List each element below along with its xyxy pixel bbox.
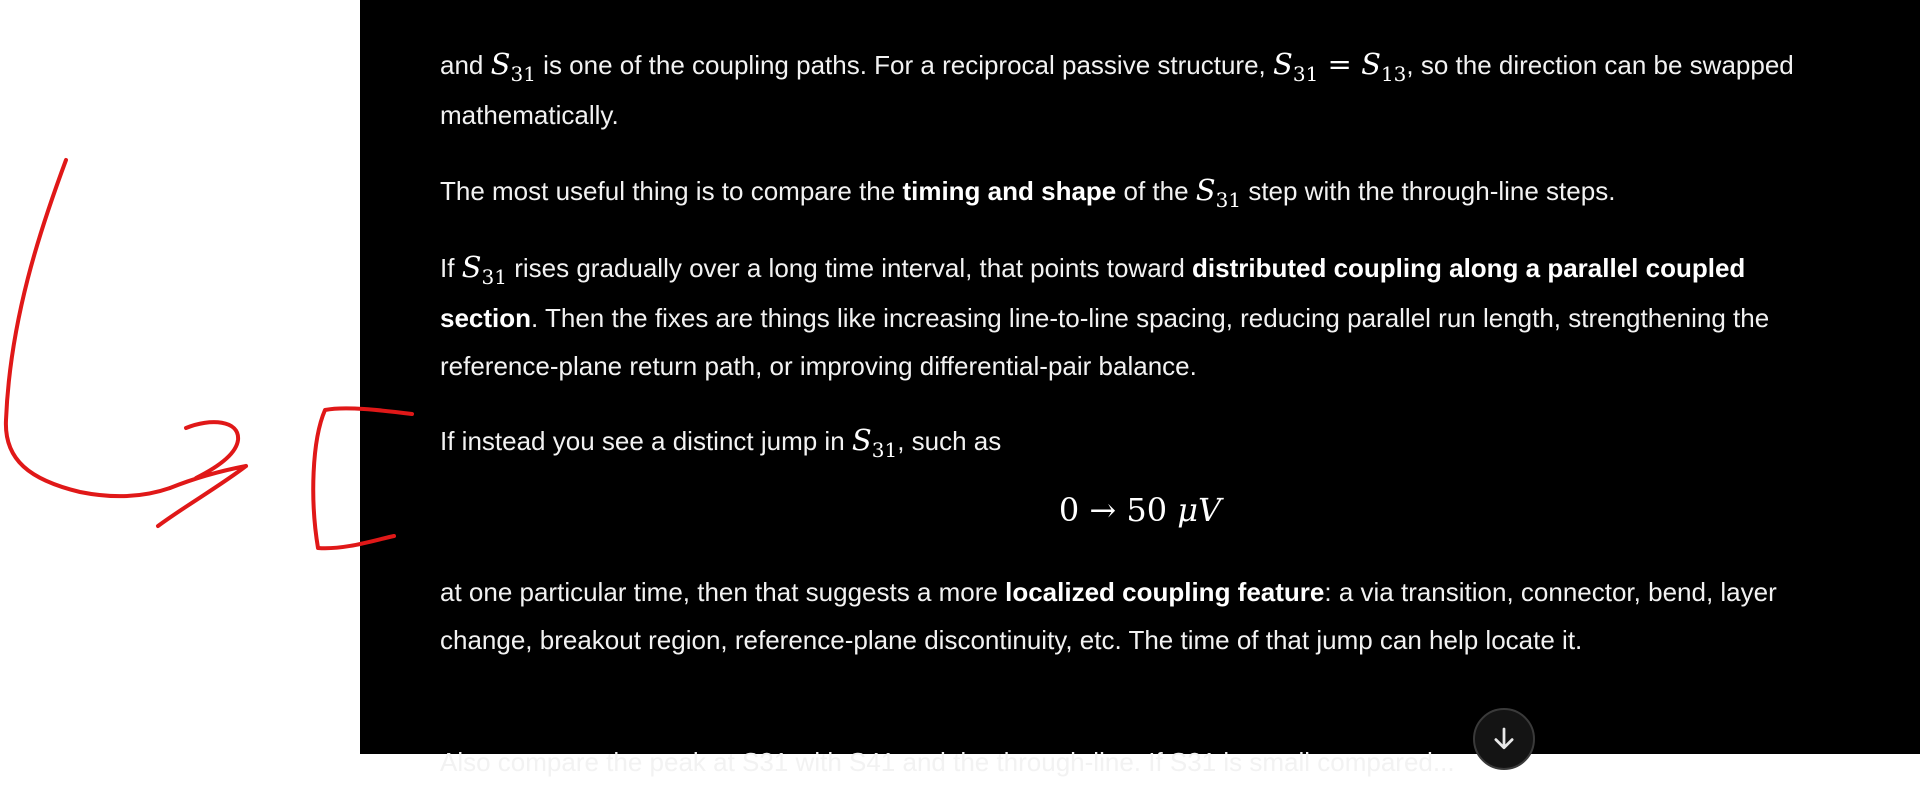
equation-unit-mu: μ [1177,491,1199,529]
equation-unit-v: V [1198,491,1222,529]
text-run: . Then the fixes are things like increasing line-to-line spacing, reducing parallel run length, strengthening the reference-plane return path, or improving differential-pair balance. [440,303,1770,381]
math-symbol: S [1195,173,1216,207]
scroll-to-bottom-button[interactable] [1473,708,1535,770]
text-run: : a via transition, connector, bend, layer change, breakout region, reference-plane discontinuity, etc. The time of that jump can help locate it. [440,577,1777,655]
paragraph-reciprocal [440,40,1840,139]
paragraph-localized-coupling [440,568,1840,664]
equation-jump: 0 → 50 [1058,491,1168,529]
chat-response-panel [360,0,1920,777]
math-s31-s13-equation [1272,47,1407,86]
text-run: of the [1116,176,1196,206]
math-symbol: S [851,423,872,457]
bold-phrase: timing and shape [902,176,1117,206]
math-subscript: 31 [481,265,507,289]
text-run: is one of the coupling paths. For a reciprocal passive structure, [535,50,1273,80]
math-s31 [461,250,507,289]
bold-phrase: localized coupling feature [1005,577,1325,607]
text-run: , such as [897,426,1002,456]
text-run: The most useful thing is to compare the [440,176,903,206]
math-subscript: 31 [510,62,536,86]
clipped-next-paragraph [440,738,1840,777]
arrow-down-icon [1489,724,1519,754]
text-run: rises gradually over a long time interval, that points toward [507,253,1193,283]
math-subscript: 13 [1380,62,1407,86]
left-whitespace [0,0,360,754]
display-equation [440,486,1840,534]
text-run: at one particular time, then that suggests a more [440,577,1006,607]
math-equals: = [1318,47,1362,81]
math-subscript: 31 [1215,188,1242,212]
text-run: If instead you see a distinct jump in [440,426,852,456]
bold-phrase: distributed coupling along a parallel coupled section [440,253,1746,333]
math-symbol: S [1272,47,1293,81]
math-symbol: S [490,47,511,81]
text-run: step with the through-line steps. [1241,176,1616,206]
math-symbol: S [461,250,482,284]
math-subscript: 31 [871,438,898,462]
clipped-text: Also compare the peak at S31 with S41 and the through-line. If S31 is small compared... [440,747,1455,777]
paragraph-distributed-coupling [440,243,1840,390]
paragraph-distinct-jump [440,416,1840,467]
text-run: If [440,253,462,283]
clipped-previous-line [870,0,1162,1]
math-symbol: S [1361,47,1381,81]
math-s31 [490,47,536,86]
text-run: , so the direction can be swapped mathematically. [440,50,1794,130]
math-s31 [851,423,898,462]
math-s31 [1195,173,1242,212]
text-run: and [440,50,491,80]
math-subscript: 31 [1292,62,1319,86]
paragraph-compare-timing [440,166,1840,217]
